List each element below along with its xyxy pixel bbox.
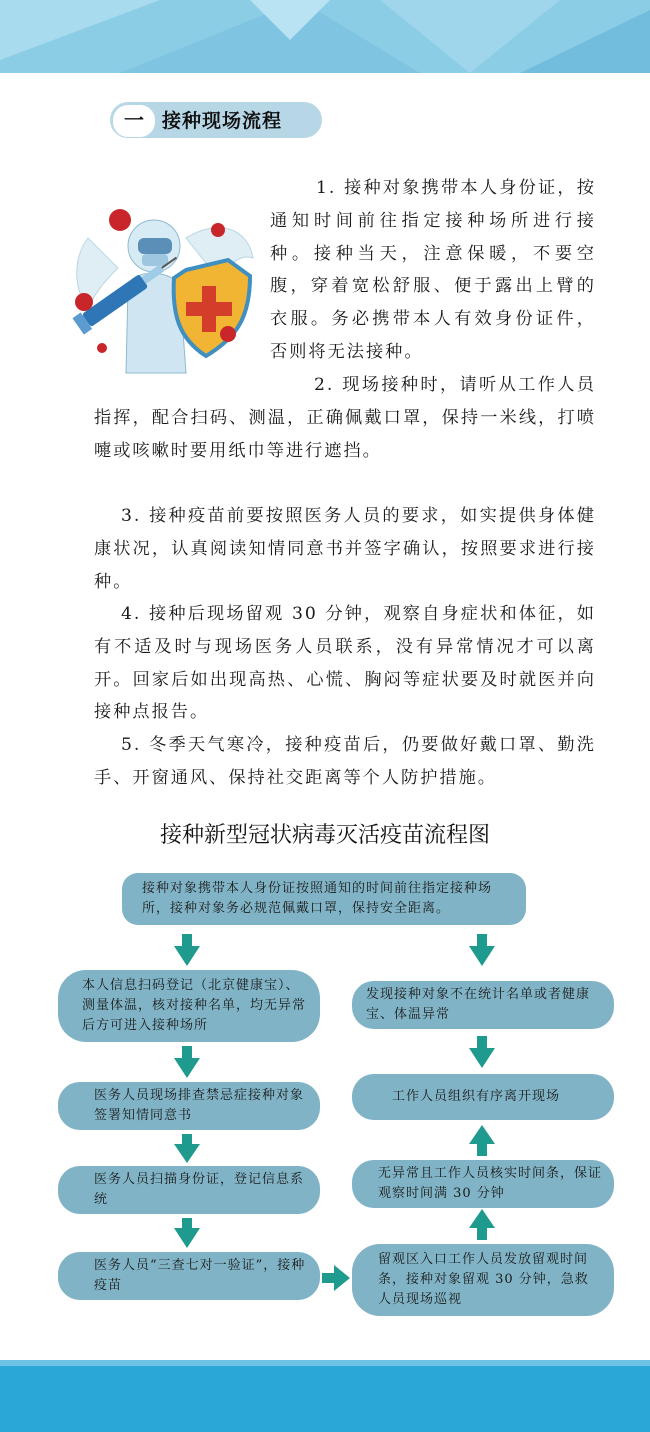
arrow-down-left-3 xyxy=(174,1134,200,1163)
section-number: 一 xyxy=(112,104,156,138)
flow-box-left-2 xyxy=(58,1082,320,1130)
bottom-banner xyxy=(0,1360,650,1432)
flow-box-left-1 xyxy=(58,970,320,1042)
bottom-banner-stripe xyxy=(0,1360,650,1366)
flow-box-right-2 xyxy=(352,1074,614,1120)
paragraph-4: 4. 接种后现场留观 30 分钟，观察自身症状和体征，如有不适及时与现场医务人员联系，没有异常情况才可以离开。回家后如出现高热、心慌、胸闷等症状要及时就医并向接种点报告。 xyxy=(94,604,596,723)
flow-box-right-4 xyxy=(352,1244,614,1316)
paragraph-3: 3. 接种疫苗前要按照医务人员的要求，如实提供身体健康状况，认真阅读知情同意书并签字确认，按照要求进行接种。 xyxy=(94,506,596,592)
flow-box-top xyxy=(122,873,526,925)
flow-box-left-1-text: 本人信息扫码登记（北京健康宝）、测量体温，核对接种名单，均无异常后方可进入接种场所 xyxy=(82,978,307,1033)
arrow-down-right-1 xyxy=(469,934,495,966)
flow-box-left-3 xyxy=(58,1166,320,1214)
top-banner xyxy=(0,0,650,73)
section-title: 接种现场流程 xyxy=(162,110,283,132)
flow-box-right-4-text: 留观区入口工作人员发放留观时间条，接种对象留观 30 分钟，急救人员现场巡视 xyxy=(378,1252,589,1307)
banner-decoration xyxy=(0,0,650,73)
arrow-right xyxy=(322,1265,350,1291)
flow-box-top-text: 接种对象携带本人身份证按照通知的时间前往指定接种场所，接种对象务必规范佩戴口罩，保持安全距离。 xyxy=(142,881,493,916)
arrow-down-left-2 xyxy=(174,1046,200,1078)
flowchart-title: 接种新型冠状病毒灭活疫苗流程图 xyxy=(159,823,490,848)
flow-box-right-1 xyxy=(352,981,614,1029)
flow-box-left-2-text: 医务人员现场排查禁忌症接种对象签署知情同意书 xyxy=(94,1088,305,1123)
flow-box-left-3-text: 医务人员扫描身份证，登记信息系统 xyxy=(94,1172,305,1207)
flow-box-left-4 xyxy=(58,1252,320,1300)
paragraph-1: 1. 接种对象携带本人身份证，按通知时间前往指定接种场所进行接种。接种当天，注意保暖，不要空腹，穿着宽松舒服、便于露出上臂的衣服。务必携带本人有效身份证件，否则将无法接种。 xyxy=(270,178,596,362)
arrow-down-right-2 xyxy=(469,1036,495,1068)
arrow-down-left-1 xyxy=(174,934,200,966)
flow-box-left-4-text: 医务人员“三查七对一验证”，接种疫苗 xyxy=(94,1258,306,1293)
flow-box-right-1-text: 发现接种对象不在统计名单或者健康宝、体温异常 xyxy=(366,987,591,1022)
paragraph-2: 2. 现场接种时，请听从工作人员指挥，配合扫码、测温，正确佩戴口罩，保持一米线，打喷嚏或咳嗽时要用纸巾等进行遮挡。 xyxy=(94,375,596,461)
flow-box-right-3 xyxy=(352,1160,614,1208)
paragraph-5: 5. 冬季天气寒冷，接种疫苗后，仍要做好戴口罩、勤洗手、开窗通风、保持社交距离等个人防护措施。 xyxy=(94,735,596,788)
arrow-down-left-4 xyxy=(174,1218,200,1248)
flow-box-right-2-text: 工作人员组织有序离开现场 xyxy=(392,1089,561,1104)
medic-illustration xyxy=(68,198,264,384)
arrow-up-right-1 xyxy=(469,1125,495,1156)
flow-box-right-3-text: 无异常且工作人员核实时间条，保证观察时间满 30 分钟 xyxy=(378,1166,603,1201)
arrow-up-right-2 xyxy=(469,1209,495,1240)
